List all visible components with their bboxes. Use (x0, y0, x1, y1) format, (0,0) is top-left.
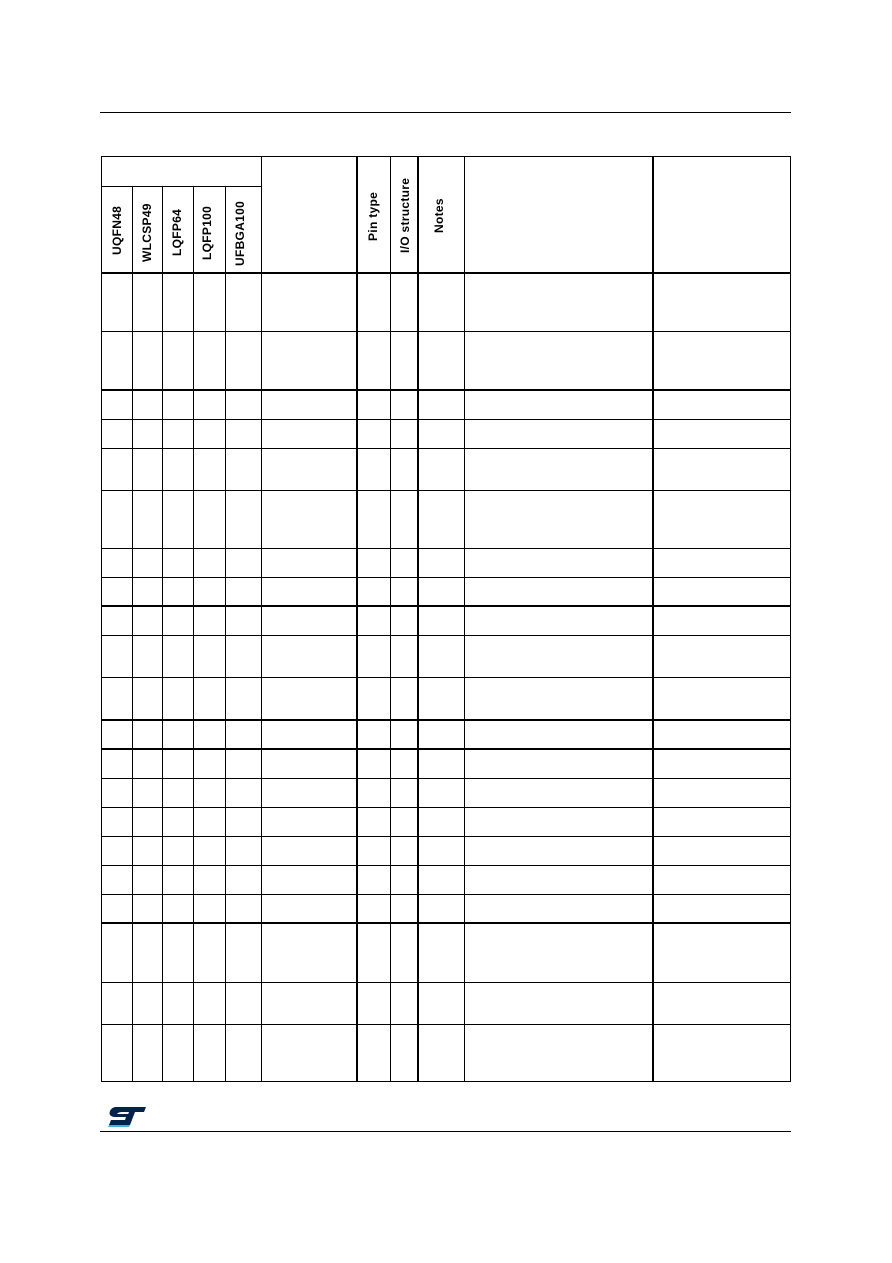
row-divider (102, 982, 790, 983)
header-divider (102, 272, 790, 274)
row-divider (102, 807, 790, 808)
row-divider (102, 748, 790, 750)
row-divider (102, 577, 790, 578)
col-header-wlcsp49: WLCSP49 (140, 203, 154, 262)
col-header-io-structure: I/O structure (398, 177, 412, 253)
row-divider (102, 922, 790, 924)
row-divider (102, 778, 790, 779)
row-divider (102, 419, 790, 420)
col-header-ufbga100: UFBGA100 (233, 200, 247, 266)
col-header-pin-type: Pin type (366, 191, 380, 241)
group-header-divider (102, 186, 261, 187)
column-divider (417, 157, 419, 1081)
row-divider (102, 1024, 790, 1025)
row-divider (102, 865, 790, 866)
col-header-notes: Notes (432, 198, 446, 233)
pinout-table (101, 156, 791, 1082)
column-divider (390, 157, 391, 1081)
row-divider (102, 677, 790, 678)
col-header-uqfn48: UQFN48 (110, 205, 124, 255)
column-divider (193, 186, 194, 1081)
column-divider (225, 186, 226, 1081)
row-divider (102, 635, 790, 636)
row-divider (102, 448, 790, 449)
column-divider (356, 157, 358, 1081)
col-header-lqfp100: LQFP100 (200, 205, 214, 260)
st-logo-icon (106, 1104, 148, 1128)
row-divider (102, 836, 790, 837)
row-divider (102, 548, 790, 549)
col-header-lqfp64: LQFP64 (170, 208, 184, 256)
row-divider (102, 719, 790, 721)
row-divider (102, 605, 790, 607)
row-divider (102, 389, 790, 391)
column-divider (132, 186, 133, 1081)
column-divider (464, 157, 465, 1081)
footer-rule (100, 1131, 791, 1132)
row-divider (102, 490, 790, 491)
row-divider (102, 331, 790, 332)
column-divider (162, 186, 163, 1081)
column-divider (261, 157, 262, 1081)
column-divider (652, 157, 654, 1081)
row-divider (102, 894, 790, 895)
header-rule (100, 112, 791, 113)
